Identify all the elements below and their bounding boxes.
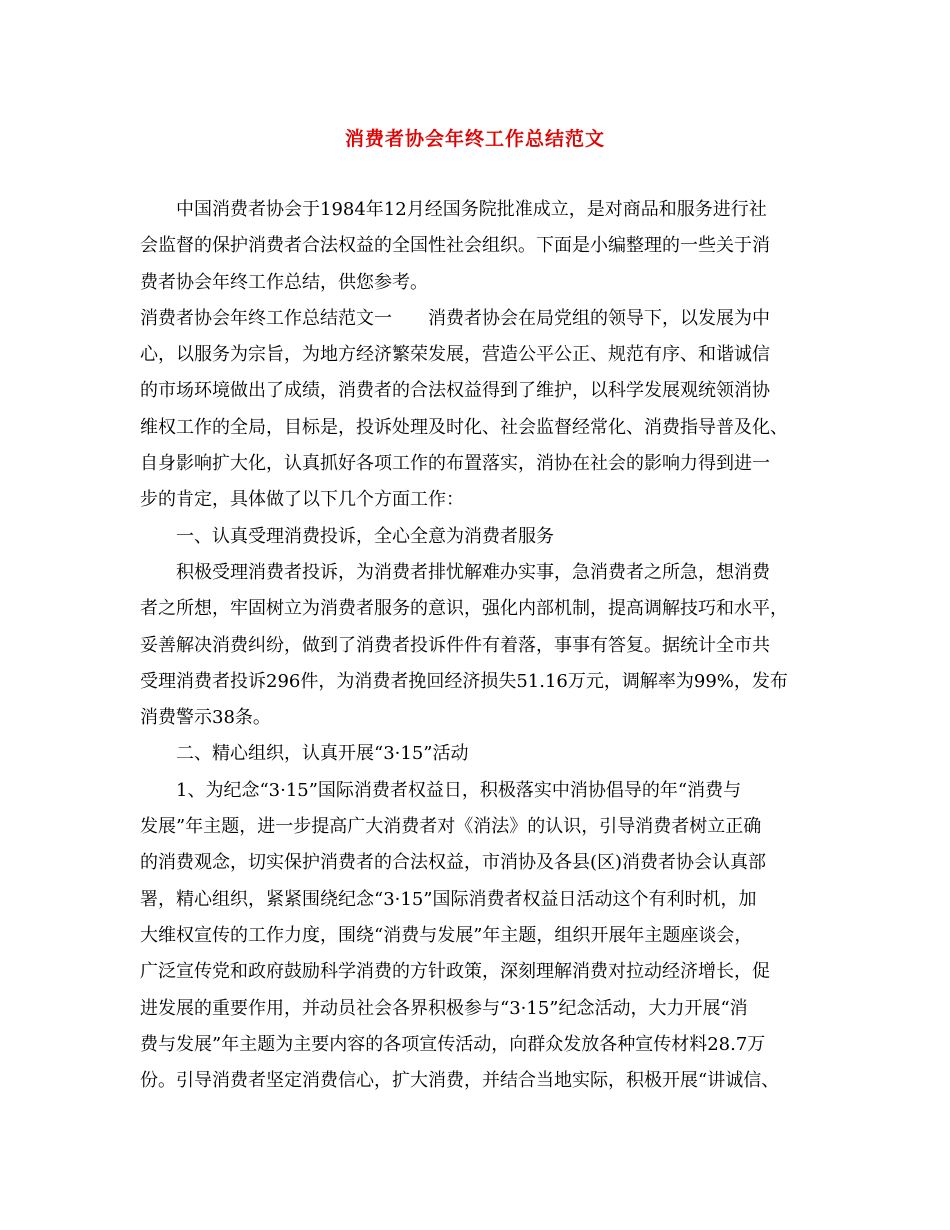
body-line: 步的肯定，具体做了以下几个方面工作： [140, 489, 464, 511]
body-line: 心，以服务为宗旨，为地方经济繁荣发展，营造公平公正、规范有序、和谐诚信 [140, 344, 770, 366]
body-line: 大维权宣传的工作力度，围绕“消费与发展”年主题，组织开展年主题座谈会， [140, 924, 753, 946]
body-line: 份。引导消费者坚定消费信心，扩大消费，并结合当地实际，积极开展“讲诚信、 [140, 1070, 780, 1092]
body-line: 消费者协会年终工作总结范文一 消费者协会在局党组的领导下，以发展为中 [140, 307, 770, 329]
body-line: 进发展的重要作用，并动员社会各界积极参与“3·15”纪念活动，大力开展“消 [140, 997, 748, 1019]
body-line: 会监督的保护消费者合法权益的全国性社会组织。下面是小编整理的一些关于消 [140, 235, 770, 257]
section-heading: 一、认真受理消费投诉，全心全意为消费者服务 [176, 525, 554, 547]
body-line: 受理消费者投诉296件，为消费者挽回经济损失51.16万元，调解率为99%，发布 [140, 670, 788, 692]
body-line: 的市场环境做出了成绩，消费者的合法权益得到了维护，以科学发展观统领消协 [140, 380, 770, 402]
body-line: 积极受理消费者投诉，为消费者排忧解难办实事，急消费者之所急，想消费 [176, 561, 770, 583]
body-line: 费者协会年终工作总结，供您参考。 [140, 271, 428, 293]
section-heading: 二、精心组织，认真开展“3·15”活动 [176, 743, 469, 765]
body-line: 的消费观念，切实保护消费者的合法权益，市消协及各县(区)消费者协会认真部 [140, 852, 767, 874]
document-title: 消费者协会年终工作总结范文 [344, 128, 605, 150]
body-line: 广泛宣传党和政府鼓励科学消费的方针政策，深刻理解消费对拉动经济增长，促 [140, 961, 770, 983]
document-body [140, 192, 820, 1099]
body-line: 者之所想，牢固树立为消费者服务的意识，强化内部机制，提高调解技巧和水平， [140, 598, 788, 620]
body-line: 1、为纪念“3·15”国际消费者权益日，积极落实中消协倡导的年“消费与 [176, 779, 742, 801]
body-line: 发展”年主题，进一步提高广大消费者对《消法》的认识，引导消费者树立正确 [140, 816, 762, 838]
body-line: 署，精心组织，紧紧围绕纪念“3·15”国际消费者权益日活动这个有利时机，加 [140, 888, 757, 910]
body-line: 妥善解决消费纠纷，做到了消费者投诉件件有着落，事事有答复。据统计全市共 [140, 634, 770, 656]
body-line: 费与发展”年主题为主要内容的各项宣传活动，向群众发放各种宣传材料28.7万 [140, 1033, 766, 1055]
body-line: 消费警示38条。 [140, 707, 271, 729]
body-line: 维权工作的全局，目标是，投诉处理及时化、社会监督经常化、消费指导普及化、 [140, 416, 788, 438]
body-line: 自身影响扩大化，认真抓好各项工作的布置落实，消协在社会的影响力得到进一 [140, 453, 770, 475]
body-line: 中国消费者协会于1984年12月经国务院批准成立，是对商品和服务进行社 [176, 199, 767, 220]
